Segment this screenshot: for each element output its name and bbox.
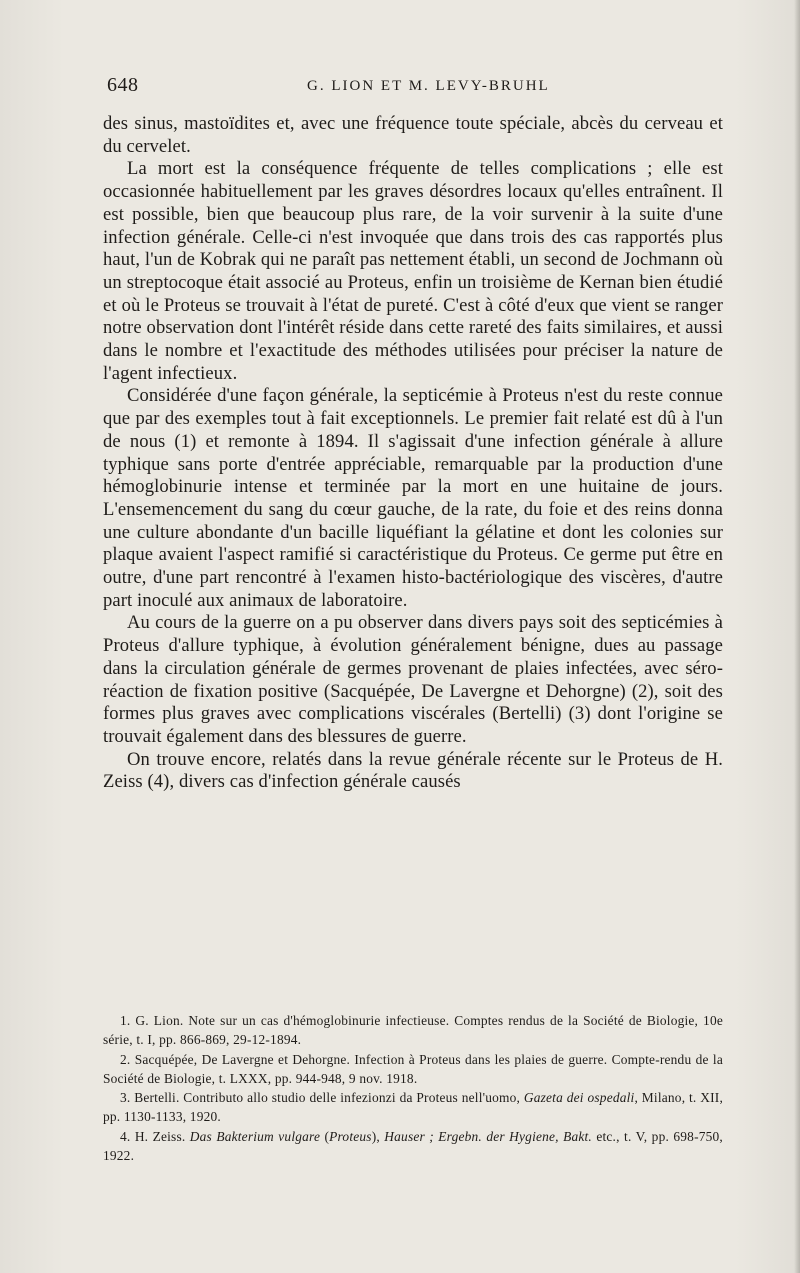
page-edge-shadow bbox=[794, 0, 800, 1273]
page-header bbox=[107, 74, 722, 100]
footnote-work-subtitle: Proteus bbox=[329, 1128, 372, 1144]
footnote-text: ), bbox=[371, 1128, 385, 1144]
footnote-journal-title: Hauser ; Ergebn. der Hygiene, Bakt. bbox=[384, 1128, 592, 1144]
paragraph-continuation: des sinus, mastoïdites et, avec une fréquence toute spéciale, abcès du cerveau et du cervelet. bbox=[103, 113, 723, 157]
footnote-text: , Milano, t. XII, pp. 1130-1133, 1920. bbox=[103, 1090, 723, 1125]
footnote-text: 3. Bertelli. Contributo allo studio delle infezionzi da Proteus nell'uomo, bbox=[120, 1090, 524, 1106]
running-head: G. LION ET M. LEVY-BRUHL bbox=[307, 78, 550, 94]
paragraph: Considérée d'une façon générale, la septicémie à Proteus n'est du reste connue que par des exemples tout à fait exceptionnels. Le premier fait relaté est dû à l'un de nous (1) et remonte à 1894. Il s'agissait d'une infection générale à allure typhique sans porte d'entrée appréciable, remarquable par la production d'une hémoglobinurie intense et terminée par la mort en une huitaine de jours. L'ensemencement du sang du cœur gauche, de la rate, du foie et des reins donna une culture abondante d'un bacille liquéfiant la gélatine et dont les colonies sur plaque avaient l'aspect ramifié si caractéristique du Proteus. Ce germe put être en outre, d'une part rencontré à l'examen histo-bactériologique des viscères, d'autre part inoculé aux animaux de laboratoire. bbox=[103, 385, 723, 611]
footnote-2: 2. Sacquépée, De Lavergne et Dehorgne. Infection à Proteus dans les plaies de guerre. Compte-rendu de la Société de Biologie, t. LXXX, pp. 944-948, 9 nov. 1918. bbox=[103, 1051, 723, 1086]
paragraph: On trouve encore, relatés dans la revue générale récente sur le Proteus de H. Zeiss (4), divers cas d'infection générale causés bbox=[103, 748, 723, 793]
footnote-1: 1. G. Lion. Note sur un cas d'hémoglobinurie infectieuse. Comptes rendus de la Société de Biologie, 10e série, t. I, pp. 866-869, 29-12-1894. bbox=[103, 1013, 723, 1048]
footnote-text: 4. H. Zeiss. bbox=[120, 1128, 190, 1144]
footnotes bbox=[103, 1011, 723, 1165]
footnote-text: etc., t. V, pp. 698-750, 1922. bbox=[103, 1128, 723, 1164]
footnote-text: ( bbox=[320, 1128, 330, 1144]
footnote-work-title: Das Bakterium vulgare bbox=[189, 1128, 321, 1144]
page-number: 648 bbox=[107, 74, 139, 96]
footnote-journal-title: Gazeta dei ospedali bbox=[523, 1090, 635, 1106]
paragraph: La mort est la conséquence fréquente de telles complications ; elle est occasionnée habituellement par les graves désordres locaux qu'elles entraînent. Il est possible, bien que beaucoup plus rare, de la voir survenir à la suite d'une infection générale. Celle-ci n'est invoquée que dans trois des cas rapportés plus haut, l'un de Kobrak qui ne paraît pas nettement établi, un second de Jochmann où un streptocoque était associé au Proteus, enfin un troisième de Kernan bien étudié et où le Proteus se trouvait à l'état de pureté. C'est à côté d'eux que vient se ranger notre observation dont l'intérêt réside dans cette rareté des faits similaires, et aussi dans le nombre et l'exactitude des méthodes utilisées pour préciser la nature de l'agent infectieux. bbox=[103, 158, 723, 384]
body-text bbox=[103, 113, 723, 794]
footnote-4 bbox=[103, 1127, 723, 1166]
footnote-3 bbox=[103, 1088, 723, 1127]
paragraph: Au cours de la guerre on a pu observer dans divers pays soit des septicémies à Proteus d'allure typhique, à évolution généralement bénigne, dues au passage dans la circulation générale de germes provenant de plaies infectées, avec séro-réaction de fixation positive (Sacquépée, De Lavergne et Dehorgne) (2), soit des formes plus graves avec complications viscérales (Bertelli) (3) dont l'origine se trouvait également dans des blessures de guerre. bbox=[103, 612, 723, 747]
